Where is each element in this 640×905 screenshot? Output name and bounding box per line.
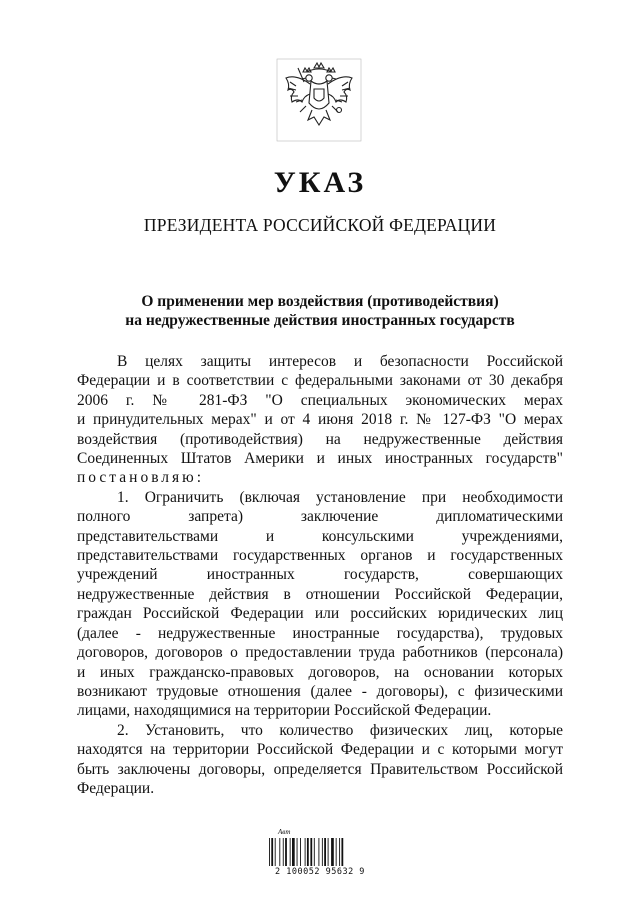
barcode-signature: Авт [278, 828, 291, 836]
barcode-bar [339, 838, 340, 866]
barcode-bar [322, 838, 323, 866]
text-line: представительствами государственных органов и государственных [77, 547, 563, 565]
text-line: 2006 г. № 281-ФЗ "О специальных экономических мерах [77, 391, 563, 409]
barcode-bar [292, 838, 295, 866]
barcode-bar [318, 838, 319, 866]
document-subtitle: ПРЕЗИДЕНТА РОССИЙСКОЙ ФЕДЕРАЦИИ [143, 215, 497, 235]
text-line: возникают трудовые отношения (далее - договоры), с физическими [77, 682, 563, 700]
text-line: недружественные действия в отношении Российской Федерации, [77, 585, 563, 603]
barcode-bar [314, 838, 315, 866]
text-line: воздействия (противодействия) на недружественные действия [77, 430, 563, 448]
barcode-bar [310, 838, 312, 866]
text-line: 2. Установить, что количество физических лиц, которые [117, 721, 563, 739]
barcode-number: 2 100052 95632 9 [275, 867, 365, 877]
text-line: (далее - недружественные иностранные государства), трудовых [77, 624, 563, 642]
barcode-bar [297, 838, 298, 866]
text-line: и принудительных мерах" и от 4 июня 2018 г. № 127-ФЗ "О мерах [77, 411, 563, 429]
barcode-bar [331, 838, 334, 866]
barcode-bar [305, 838, 306, 866]
text-line: и иных гражданско-правовых договоров, на основании которых [77, 663, 563, 681]
text-line: учреждений иностранных государств, совершающих [77, 566, 563, 584]
paragraph-preamble [77, 352, 563, 488]
barcode-bar [324, 838, 326, 866]
paragraph-item-1 [77, 488, 563, 721]
barcode-icon [268, 838, 372, 866]
barcode [268, 828, 372, 878]
text-line: договоров, договоров о предоставлении труда работников (персонала) [77, 644, 563, 662]
text-line: граждан Российской Федерации или российских юридических лиц [77, 605, 563, 623]
text-line: быть заключены договоры, определяется Правительством Российской [77, 760, 563, 778]
barcode-bar [328, 838, 329, 866]
barcode-bar [290, 838, 291, 866]
barcode-bar [300, 838, 301, 866]
text-line: Федерации. [77, 779, 155, 797]
barcode-bar [271, 838, 273, 866]
barcode-bar [341, 838, 343, 866]
text-line: Соединенных Штатов Америки и иных иностранных государств" [77, 450, 563, 468]
barcode-bar [336, 838, 337, 866]
barcode-bar [307, 838, 309, 866]
decree-word: постановляю: [77, 469, 205, 487]
barcode-bar [275, 838, 276, 866]
heading-line: на недружественные действия иностранных государств [125, 312, 515, 329]
heading-line: О применении мер воздействия (противодействия) [141, 293, 499, 310]
text-line: представительствами и консульскими учреждениями, [77, 527, 563, 545]
text-line: В целях защиты интересов и безопасности Российской [117, 353, 563, 370]
decree-body [77, 352, 563, 798]
document-title: УКАЗ [273, 166, 367, 199]
decree-heading [60, 292, 580, 330]
barcode-bar [285, 838, 287, 866]
text-line: лицами, находящимися на территории Российской Федерации. [77, 702, 492, 720]
barcode-bar [283, 838, 284, 866]
barcode-bar [279, 838, 280, 866]
text-line: полного запрета) заключение дипломатическими [77, 508, 563, 526]
text-line: 1. Ограничить (включая установление при необходимости [117, 488, 563, 506]
paragraph-item-2 [77, 721, 563, 799]
barcode-bar [269, 838, 270, 866]
text-line: Федерации и в соответствии с федеральными законами от 30 декабря [77, 372, 563, 390]
coat-of-arms-icon [276, 58, 362, 142]
text-line: находятся на территории Российской Федерации и с которыми могут [77, 741, 563, 759]
